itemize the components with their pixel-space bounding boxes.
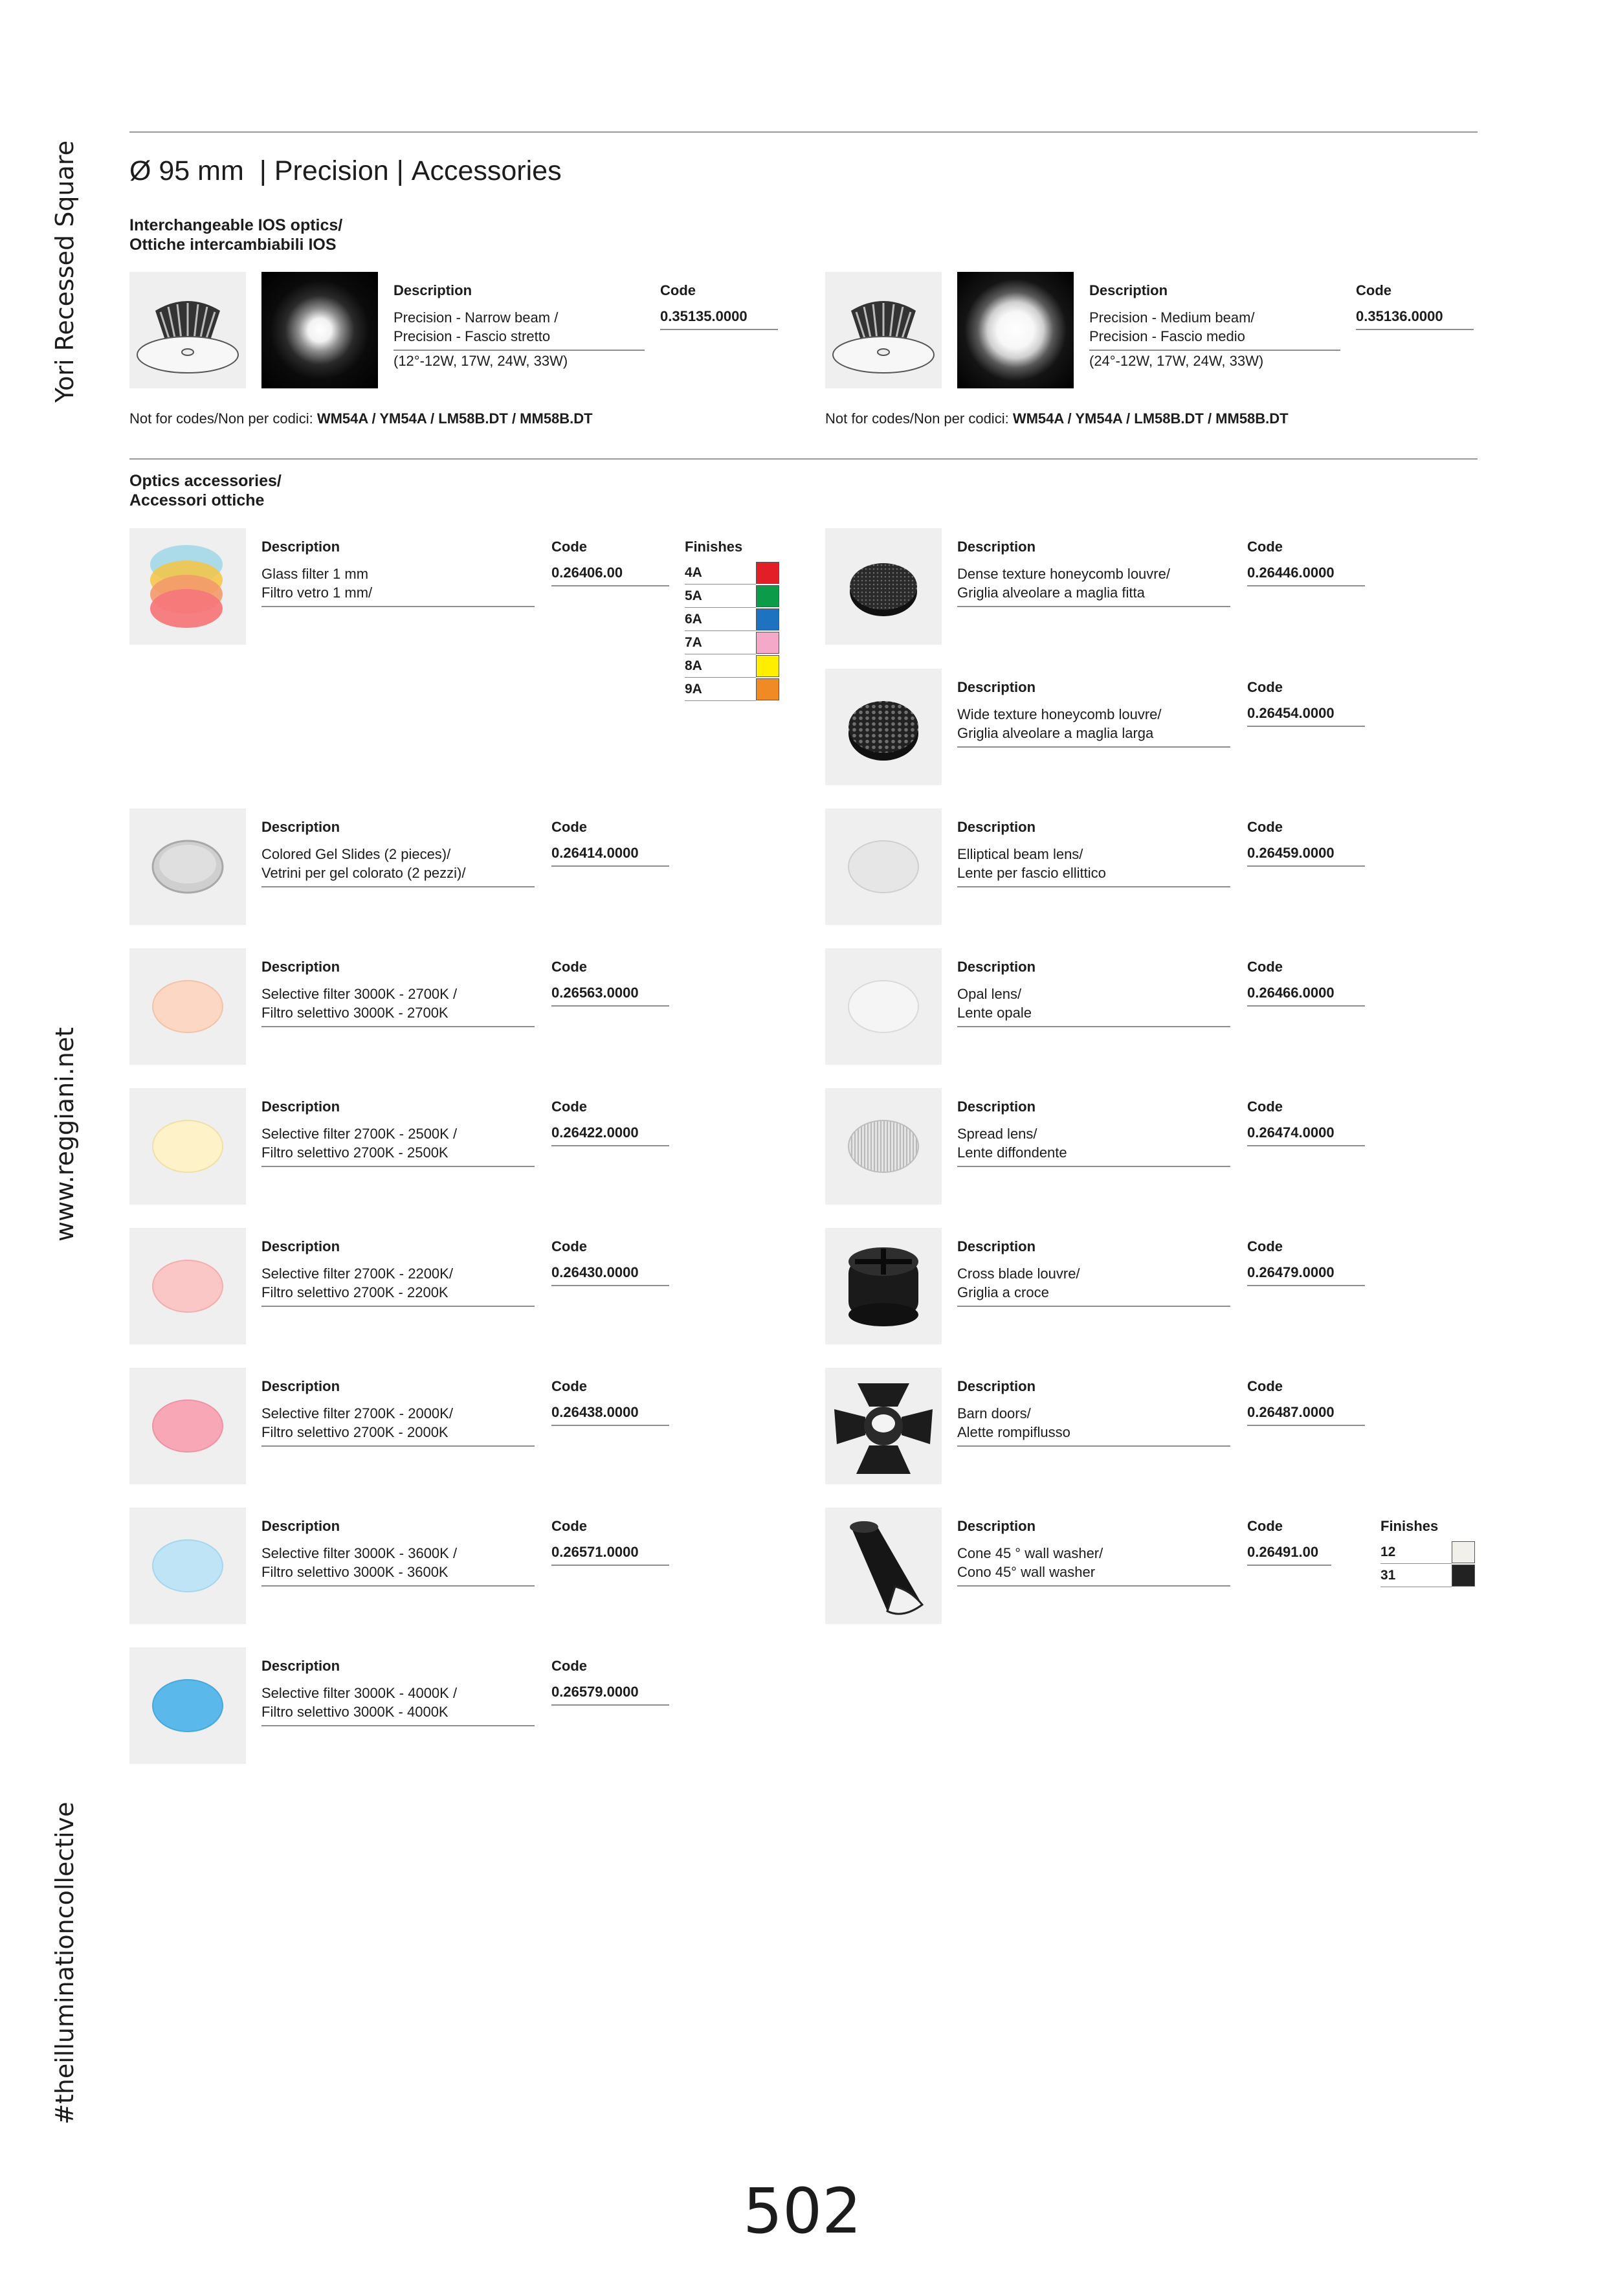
- optic-narrow-beam-image: [261, 272, 378, 388]
- glass-filter-finish-swatch: [756, 608, 779, 630]
- filter-2700-2500-description-label: Description: [261, 1098, 340, 1115]
- gel-slides-image: [129, 808, 246, 925]
- optic-1-wattage: (12°-12W, 17W, 24W, 33W): [393, 353, 568, 369]
- optic-medium-product-image: [825, 272, 942, 388]
- filter-3000-4000-code-label: Code: [551, 1658, 587, 1674]
- opal-lens-code: 0.26466.0000: [1247, 985, 1365, 1007]
- page-title: Ø 95 mm | Precision | Accessories: [129, 155, 562, 186]
- dense-honeycomb-code-label: Code: [1247, 539, 1283, 555]
- side-website: www.reggiani.net: [50, 1027, 79, 1242]
- cone-wall-washer-finish-code: 31: [1380, 1565, 1452, 1587]
- opal-lens-description: Opal lens/ Lente opale: [957, 985, 1230, 1027]
- glass-filter-finish-code: 5A: [685, 585, 756, 608]
- filter-2700-2000-description: Selective filter 2700K - 2000K/ Filtro selettivo 2700K - 2000K: [261, 1404, 535, 1447]
- glass-filter-finishes-label: Finishes: [685, 539, 743, 555]
- elliptical-lens-code-label: Code: [1247, 819, 1283, 835]
- glass-filter-finish-code: 9A: [685, 678, 756, 701]
- glass-filter-finish-swatch: [756, 632, 779, 654]
- optics-section-heading: Interchangeable IOS optics/ Ottiche intercambiabili IOS: [129, 216, 343, 254]
- spread-lens-image: [825, 1088, 942, 1205]
- gel-slides-description: Colored Gel Slides (2 pieces)/ Vetrini per gel colorato (2 pezzi)/: [261, 845, 535, 887]
- glass-filter-description-label: Description: [261, 539, 340, 555]
- elliptical-lens-description: Elliptical beam lens/ Lente per fascio ellittico: [957, 845, 1230, 887]
- filter-2700-2200-code-label: Code: [551, 1238, 587, 1254]
- cone-wall-washer-finish-code: 12: [1380, 1541, 1452, 1564]
- cone-wall-washer-code-label: Code: [1247, 1518, 1283, 1534]
- accessories-section-heading: Optics accessories/ Accessori ottiche: [129, 472, 282, 509]
- elliptical-lens-image: [825, 808, 942, 925]
- filter-2700-2200-image: [129, 1228, 246, 1344]
- optic-1-code-label: Code: [660, 282, 696, 298]
- gel-slides-description-label: Description: [261, 819, 340, 835]
- page-number: 502: [743, 2175, 862, 2247]
- barn-doors-description: Barn doors/ Alette rompiflusso: [957, 1404, 1230, 1447]
- wide-honeycomb-code: 0.26454.0000: [1247, 705, 1365, 727]
- cone-wall-washer-finishes-label: Finishes: [1380, 1518, 1439, 1534]
- glass-filter-finish-code: 4A: [685, 562, 756, 585]
- spread-lens-code-label: Code: [1247, 1098, 1283, 1115]
- opal-lens-description-label: Description: [957, 959, 1036, 975]
- top-rule: [129, 131, 1478, 133]
- cone-wall-washer-finish-swatch: [1452, 1541, 1475, 1563]
- elliptical-lens-code: 0.26459.0000: [1247, 845, 1365, 867]
- cone-wall-washer-code: 0.26491.00: [1247, 1544, 1331, 1566]
- glass-filter-code: 0.26406.00: [551, 564, 669, 586]
- cone-wall-washer-description-label: Description: [957, 1518, 1036, 1534]
- filter-3000-4000-description: Selective filter 3000K - 4000K / Filtro selettivo 3000K - 4000K: [261, 1684, 535, 1726]
- cross-blade-louvre-description-label: Description: [957, 1238, 1036, 1254]
- optic-medium-beam-image: [957, 272, 1074, 388]
- filter-3000-2700-code: 0.26563.0000: [551, 985, 669, 1007]
- glass-filter-code-label: Code: [551, 539, 587, 555]
- filter-3000-3600-code: 0.26571.0000: [551, 1544, 669, 1566]
- cross-blade-louvre-image: [825, 1228, 942, 1344]
- filter-3000-2700-description: Selective filter 3000K - 2700K / Filtro selettivo 3000K - 2700K: [261, 985, 535, 1027]
- filter-2700-2000-description-label: Description: [261, 1378, 340, 1394]
- gel-slides-code: 0.26414.0000: [551, 845, 669, 867]
- elliptical-lens-description-label: Description: [957, 819, 1036, 835]
- filter-2700-2500-description: Selective filter 2700K - 2500K / Filtro selettivo 2700K - 2500K: [261, 1124, 535, 1167]
- side-hashtag: #theilluminationcollective: [50, 1801, 79, 2124]
- optic-2-description: Precision - Medium beam/ Precision - Fascio medio: [1089, 308, 1340, 351]
- barn-doors-code-label: Code: [1247, 1378, 1283, 1394]
- optic-2-description-label: Description: [1089, 282, 1168, 298]
- glass-filter-finish-code: 7A: [685, 632, 756, 654]
- dense-honeycomb-image: [825, 528, 942, 645]
- filter-3000-3600-description-label: Description: [261, 1518, 340, 1534]
- filter-3000-4000-code: 0.26579.0000: [551, 1684, 669, 1706]
- opal-lens-code-label: Code: [1247, 959, 1283, 975]
- wide-honeycomb-code-label: Code: [1247, 679, 1283, 695]
- barn-doors-description-label: Description: [957, 1378, 1036, 1394]
- cross-blade-louvre-code: 0.26479.0000: [1247, 1264, 1365, 1286]
- glass-filter-finish-code: 8A: [685, 655, 756, 678]
- dense-honeycomb-code: 0.26446.0000: [1247, 564, 1365, 586]
- filter-2700-2200-code: 0.26430.0000: [551, 1264, 669, 1286]
- section-rule: [129, 458, 1478, 460]
- filter-3000-4000-description-label: Description: [261, 1658, 340, 1674]
- barn-doors-code: 0.26487.0000: [1247, 1404, 1365, 1426]
- filter-2700-2000-code-label: Code: [551, 1378, 587, 1394]
- dense-honeycomb-description: Dense texture honeycomb louvre/ Griglia alveolare a maglia fitta: [957, 564, 1230, 607]
- glass-filter-finish-swatch: [756, 678, 779, 700]
- cone-wall-washer-description: Cone 45 ° wall washer/ Cono 45° wall washer: [957, 1544, 1230, 1587]
- side-product-name: Yori Recessed Square: [50, 140, 79, 403]
- filter-3000-4000-image: [129, 1647, 246, 1764]
- spread-lens-description: Spread lens/ Lente diffondente: [957, 1124, 1230, 1167]
- optic-2-code: 0.35136.0000: [1356, 308, 1474, 330]
- glass-filter-finish-swatch: [756, 585, 779, 607]
- filter-2700-2500-code: 0.26422.0000: [551, 1124, 669, 1146]
- filter-2700-2500-image: [129, 1088, 246, 1205]
- glass-filter-description: Glass filter 1 mm Filtro vetro 1 mm/: [261, 564, 535, 607]
- filter-3000-3600-description: Selective filter 3000K - 3600K / Filtro selettivo 3000K - 3600K: [261, 1544, 535, 1587]
- glass-filter-finish-swatch: [756, 562, 779, 584]
- glass-filter-finish-code: 6A: [685, 608, 756, 631]
- wide-honeycomb-image: [825, 669, 942, 785]
- cross-blade-louvre-code-label: Code: [1247, 1238, 1283, 1254]
- optic-narrow-product-image: [129, 272, 246, 388]
- gel-slides-code-label: Code: [551, 819, 587, 835]
- optic-2-wattage: (24°-12W, 17W, 24W, 33W): [1089, 353, 1264, 369]
- filter-3000-3600-code-label: Code: [551, 1518, 587, 1534]
- optic-1-description: Precision - Narrow beam / Precision - Fascio stretto: [393, 308, 645, 351]
- optic-2-note: Not for codes/Non per codici: WM54A / YM54A / LM58B.DT / MM58B.DT: [825, 410, 1289, 427]
- filter-2700-2500-code-label: Code: [551, 1098, 587, 1115]
- cone-wall-washer-image: [825, 1508, 942, 1624]
- filter-2700-2000-code: 0.26438.0000: [551, 1404, 669, 1426]
- filter-3000-3600-image: [129, 1508, 246, 1624]
- wide-honeycomb-description-label: Description: [957, 679, 1036, 695]
- optic-1-code: 0.35135.0000: [660, 308, 778, 330]
- filter-2700-2200-description-label: Description: [261, 1238, 340, 1254]
- optic-1-note: Not for codes/Non per codici: WM54A / YM54A / LM58B.DT / MM58B.DT: [129, 410, 593, 427]
- glass-filter-image: [129, 528, 246, 645]
- cone-wall-washer-finish-swatch: [1452, 1565, 1475, 1587]
- opal-lens-image: [825, 948, 942, 1065]
- cross-blade-louvre-description: Cross blade louvre/ Griglia a croce: [957, 1264, 1230, 1307]
- dense-honeycomb-description-label: Description: [957, 539, 1036, 555]
- glass-filter-finish-swatch: [756, 655, 779, 677]
- filter-2700-2000-image: [129, 1368, 246, 1484]
- barn-doors-image: [825, 1368, 942, 1484]
- spread-lens-description-label: Description: [957, 1098, 1036, 1115]
- optic-1-description-label: Description: [393, 282, 472, 298]
- filter-3000-2700-code-label: Code: [551, 959, 587, 975]
- filter-3000-2700-description-label: Description: [261, 959, 340, 975]
- optic-2-code-label: Code: [1356, 282, 1391, 298]
- spread-lens-code: 0.26474.0000: [1247, 1124, 1365, 1146]
- filter-2700-2200-description: Selective filter 2700K - 2200K/ Filtro selettivo 2700K - 2200K: [261, 1264, 535, 1307]
- filter-3000-2700-image: [129, 948, 246, 1065]
- wide-honeycomb-description: Wide texture honeycomb louvre/ Griglia alveolare a maglia larga: [957, 705, 1230, 748]
